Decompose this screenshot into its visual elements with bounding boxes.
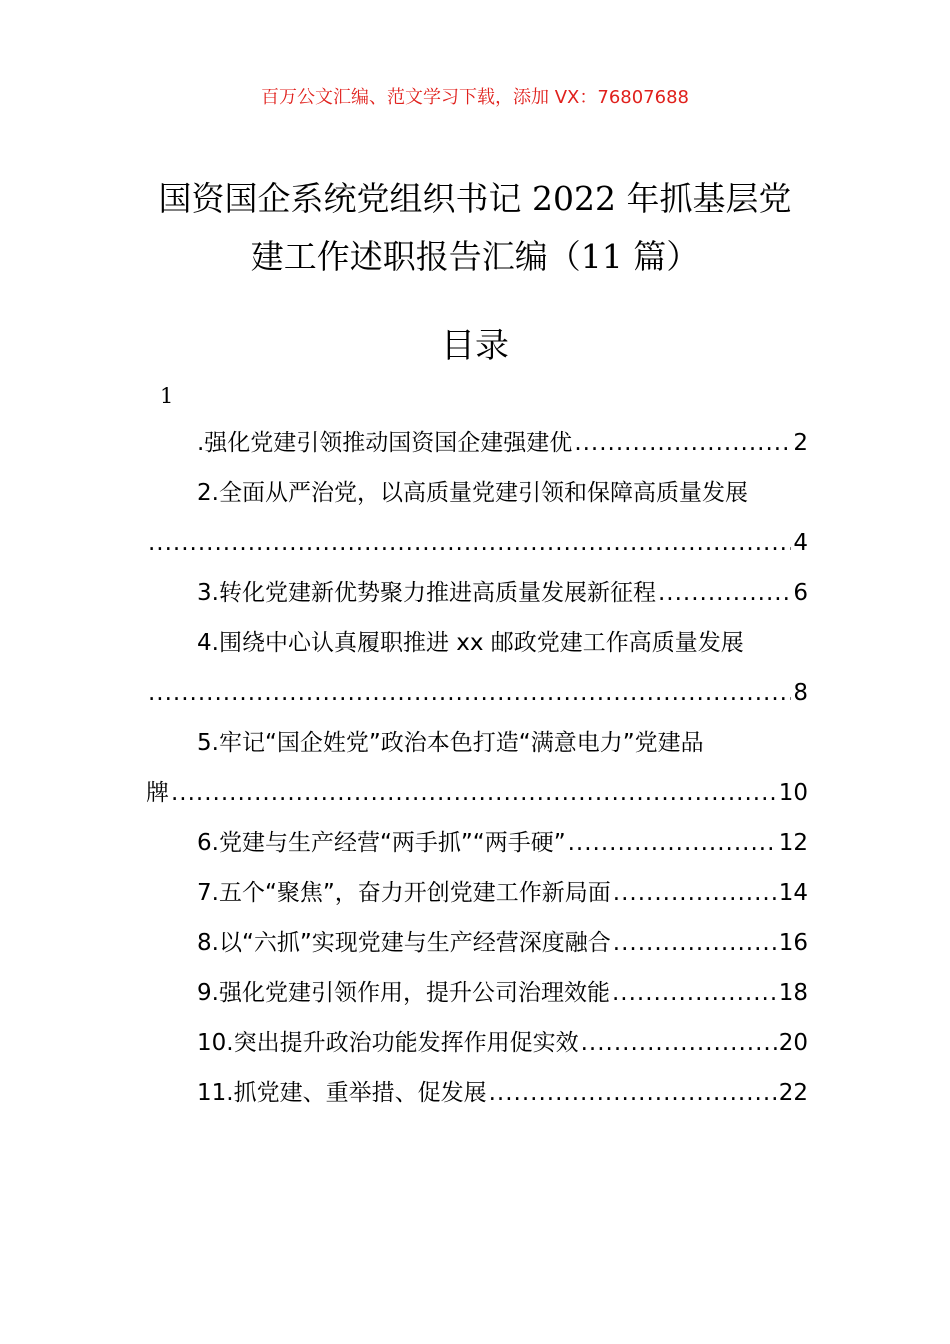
document-title-line-1: 国资国企系统党组织书记 2022 年抓基层党 (158, 179, 792, 218)
toc-leader-dots (568, 818, 777, 868)
toc-heading: 目录 (441, 326, 509, 366)
toc-leader-dots (658, 568, 791, 618)
toc-leader-dots (148, 668, 791, 718)
document-title (0, 170, 950, 286)
toc-entry-3[interactable] (146, 568, 808, 618)
toc-page-number: 20 (778, 1030, 808, 1056)
toc-page-number: 12 (778, 830, 808, 856)
toc-page-number: 22 (778, 1080, 808, 1106)
toc-entry-4[interactable] (146, 618, 808, 668)
toc-leader-dots (148, 518, 791, 568)
toc-entry-2[interactable] (146, 468, 808, 518)
toc-leader-dots (613, 918, 777, 968)
toc-page-number: 18 (778, 980, 808, 1006)
toc-page-number: 4 (793, 530, 808, 556)
toc-page-number: 10 (778, 780, 808, 806)
toc-entry-title: 9.强化党建引领作用，提升公司治理效能 (197, 980, 610, 1006)
toc-entry-title: 4.围绕中心认真履职推进 xx 邮政党建工作高质量发展 (197, 630, 744, 656)
toc-entry-title: 6.党建与生产经营“两手抓”“两手硬” (197, 830, 566, 856)
toc-page-number: 2 (793, 430, 808, 456)
toc-entry-2-continuation[interactable] (146, 518, 808, 568)
toc-entry-9[interactable] (146, 968, 808, 1018)
toc-leader-dots (612, 968, 777, 1018)
toc-entry-4-continuation[interactable] (146, 668, 808, 718)
toc-leader-dots (489, 1068, 777, 1118)
toc-entry-title: .强化党建引领推动国资国企建强建优 (197, 430, 573, 456)
toc-entry-title: 10.突出提升政治功能发挥作用促实效 (197, 1030, 579, 1056)
toc-entry-5-continuation[interactable] (146, 768, 808, 818)
toc-leader-dots (613, 868, 777, 918)
table-of-contents (146, 418, 808, 1118)
toc-entry-8[interactable] (146, 918, 808, 968)
toc-entry-1[interactable] (146, 418, 808, 468)
toc-page-number: 14 (778, 880, 808, 906)
toc-page-number: 6 (793, 580, 808, 606)
toc-entry-5[interactable] (146, 718, 808, 768)
header-note: 百万公文汇编、范文学习下载，添加 VX：76807688 (261, 87, 689, 108)
toc-entry-title: 8.以“六抓”实现党建与生产经营深度融合 (197, 930, 611, 956)
toc-leader-dots (581, 1018, 777, 1068)
toc-entry-title: 5.牢记“国企姓党”政治本色打造“满意电力”党建品 (197, 730, 704, 756)
toc-leader-dots (574, 418, 791, 468)
toc-entry-title: 3.转化党建新优势聚力推进高质量发展新征程 (197, 580, 656, 606)
stray-number: 1 (160, 384, 174, 408)
toc-entry-6[interactable] (146, 818, 808, 868)
toc-page-number: 16 (778, 930, 808, 956)
toc-entry-title: 11.抓党建、重举措、促发展 (197, 1080, 487, 1106)
toc-entry-title: 7.五个“聚焦”，奋力开创党建工作新局面 (197, 880, 611, 906)
toc-entry-7[interactable] (146, 868, 808, 918)
toc-entry-title-continuation: 牌 (146, 780, 169, 806)
toc-entry-10[interactable] (146, 1018, 808, 1068)
toc-entry-title: 2.全面从严治党，以高质量党建引领和保障高质量发展 (197, 480, 748, 506)
toc-entry-11[interactable] (146, 1068, 808, 1118)
toc-page-number: 8 (793, 680, 808, 706)
document-title-line-2: 建工作述职报告汇编（11 篇） (250, 237, 700, 276)
toc-leader-dots (171, 768, 777, 818)
